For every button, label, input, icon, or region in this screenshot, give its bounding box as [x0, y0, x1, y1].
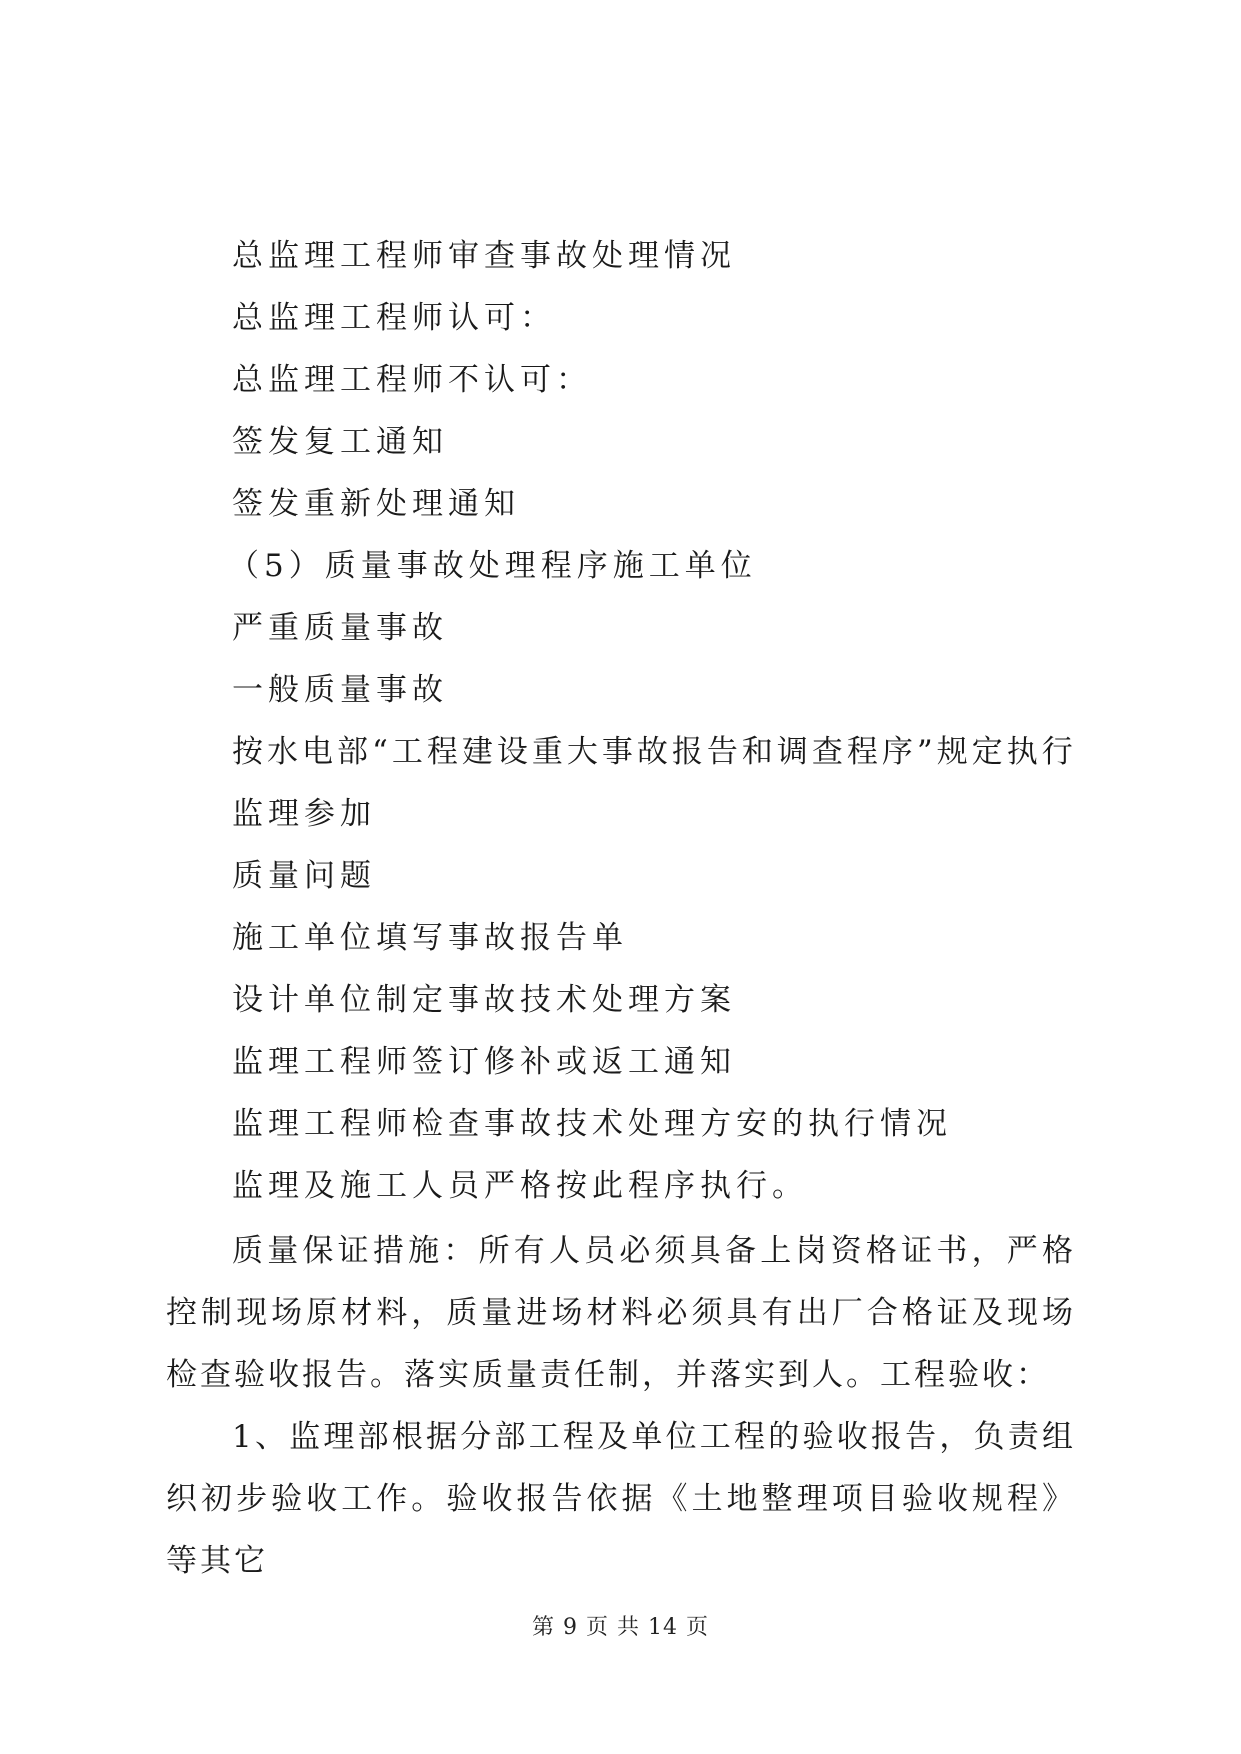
text-line: 签发复工通知 — [232, 424, 448, 460]
text-line: 监理工程师检查事故技术处理方安的执行情况 — [232, 1106, 952, 1142]
text-line: 按水电部“工程建设重大事故报告和调查程序”规定执行 — [232, 734, 1077, 770]
text-line: 监理参加 — [232, 796, 376, 832]
text-line: 监理及施工人员严格按此程序执行。 — [232, 1168, 808, 1204]
text-line: 监理工程师签订修补或返工通知 — [232, 1044, 736, 1080]
body-paragraph: 1、监理部根据分部工程及单位工程的验收报告，负责组织初步验收工作。验收报告依据《土地整理项目验收规程》等其它 — [166, 1419, 1076, 1579]
text-line: 施工单位填写事故报告单 — [232, 920, 628, 956]
text-line: 签发重新处理通知 — [232, 486, 520, 522]
text-line: 质量问题 — [232, 858, 376, 894]
text-line: 设计单位制定事故技术处理方案 — [232, 982, 736, 1018]
page-number-footer: 第 9 页 共 14 页 — [532, 1615, 709, 1640]
text-line: 一般质量事故 — [232, 672, 448, 708]
text-line: 总监理工程师不认可： — [232, 362, 592, 398]
text-line: 严重质量事故 — [232, 610, 448, 646]
body-paragraph: 质量保证措施：所有人员必须具备上岗资格证书，严格控制现场原材料，质量进场材料必须具有出厂合格证及现场检查验收报告。落实质量责任制，并落实到人。工程验收： — [166, 1233, 1076, 1393]
text-line: （5）质量事故处理程序施工单位 — [228, 548, 757, 584]
text-line: 总监理工程师认可： — [232, 300, 556, 336]
text-line: 总监理工程师审查事故处理情况 — [232, 238, 736, 274]
